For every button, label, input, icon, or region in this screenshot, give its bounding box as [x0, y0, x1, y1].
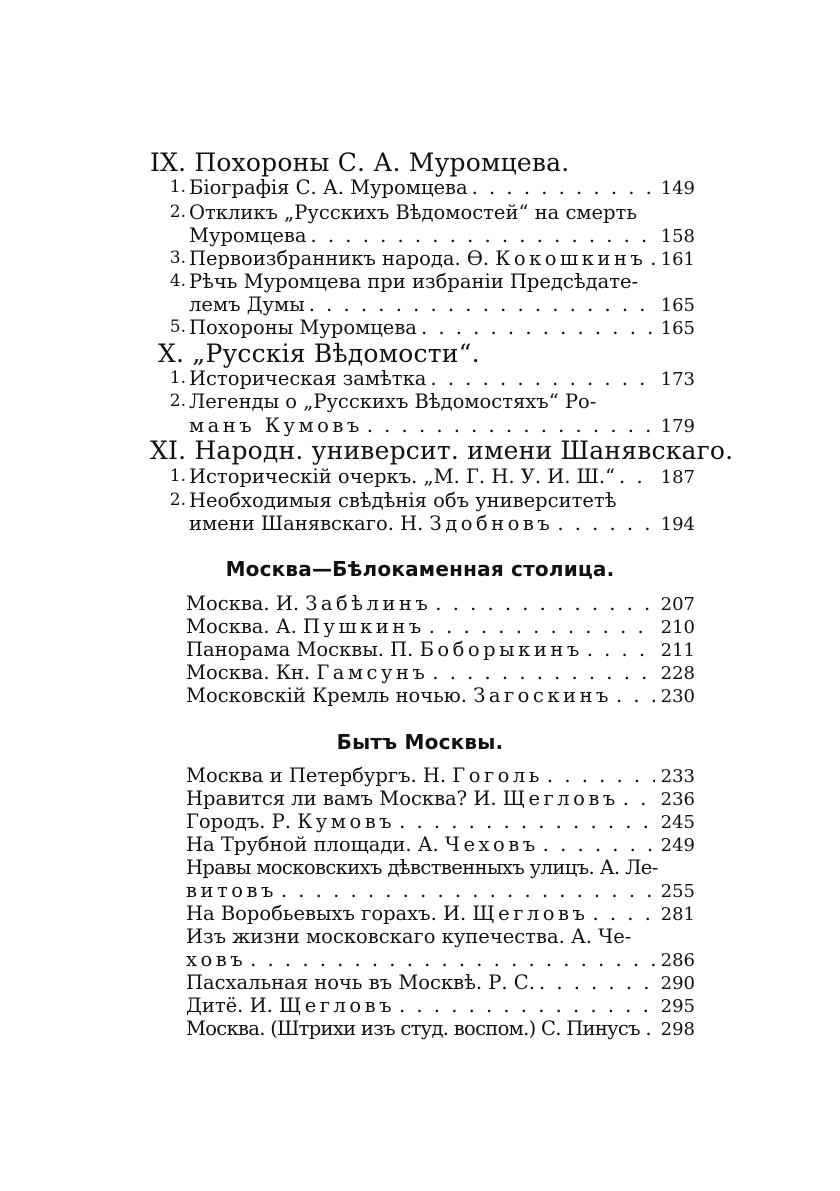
entry-title: Первоизбранникъ народа. Ѳ.	[189, 247, 490, 270]
leader-dots	[399, 810, 655, 833]
entry-title: Похороны Муромцева	[189, 316, 417, 339]
entry-title-line2: Муромцева	[189, 224, 307, 247]
leader-dots	[539, 971, 655, 994]
leader-dots	[543, 833, 655, 856]
section-x-title: X. „Русскія Вѣдомости“.	[158, 339, 480, 368]
entry-author: Пушкинъ	[303, 615, 425, 638]
entry-title-line2: манъ Кумовъ	[189, 414, 363, 437]
entry-title: Москва. (Штрихи изъ студ. воспом.) С. Пинусъ .	[186, 1017, 651, 1040]
entry-page: 290	[660, 973, 695, 994]
entry-page: 210	[660, 617, 695, 638]
entry-number: 3.	[169, 248, 186, 268]
entry-title: Москва. А.	[186, 615, 297, 638]
entry-author: Гамсунъ	[316, 661, 429, 684]
toc-entry-continuation	[186, 948, 695, 971]
entry-page: 245	[660, 812, 695, 833]
entry-page: 211	[660, 640, 695, 661]
entry-page: 233	[660, 766, 695, 787]
entry-title: Біографія С. А. Муромцева	[189, 176, 468, 199]
leader-dots	[250, 948, 655, 971]
leader-dots	[432, 661, 654, 684]
section-heading-byt: Бытъ Москвы.	[336, 730, 504, 754]
entry-title-line1: Рѣчь Муромцева при избраніи Предсѣдате-	[189, 270, 639, 293]
entry-title-line1: Необходимыя свѣдѣнія объ университетѣ	[189, 489, 617, 512]
leader-dots	[592, 902, 654, 925]
toc-entry	[160, 201, 695, 224]
leader-dots	[619, 465, 655, 488]
entry-page: 161	[660, 249, 695, 270]
entry-title: На Воробьевыхъ горахъ. И.	[186, 902, 467, 925]
entry-number: 2.	[169, 490, 186, 510]
toc-entry	[160, 316, 695, 339]
entry-author: Кумовъ	[297, 810, 396, 833]
entry-title-line1: Откликъ „Русскихъ Вѣдомостей“ на смерть	[189, 201, 637, 224]
toc-entry	[186, 661, 695, 684]
toc-entry	[160, 367, 695, 390]
toc-entry	[160, 489, 695, 512]
leader-dots	[472, 176, 655, 199]
toc-entry	[186, 833, 695, 856]
leader-dots	[557, 512, 654, 535]
leader-dots	[547, 764, 655, 787]
leader-dots	[399, 994, 655, 1017]
entry-page: 207	[660, 594, 695, 615]
entry-page: 281	[660, 904, 695, 925]
toc-entry-continuation	[160, 224, 695, 247]
entry-number: 2.	[169, 202, 186, 222]
toc-entry	[186, 925, 695, 948]
entry-title: Историческая замѣтка	[189, 367, 427, 390]
entry-number: 2.	[169, 391, 186, 411]
entry-page: 228	[660, 663, 695, 684]
toc-entry	[186, 810, 695, 833]
entry-title-line2: ховъ	[186, 948, 247, 971]
leader-dots	[429, 615, 655, 638]
toc-entry	[186, 787, 695, 810]
entry-number: 1.	[169, 466, 186, 486]
section-xi-title: XI. Народн. университ. имени Шанявскаго.	[150, 436, 734, 465]
entry-author: Щегловъ	[278, 994, 396, 1017]
entry-author: Боборыкинъ	[419, 638, 583, 661]
toc-entry	[186, 856, 695, 879]
entry-title: Москва и Петербургъ. Н.	[186, 764, 447, 787]
entry-author: Кокошкинъ	[495, 247, 647, 270]
toc-entry	[160, 270, 695, 293]
entry-title: Московскій Кремль ночью.	[186, 684, 467, 707]
entry-title: Нравится ли вамъ Москва? И.	[186, 787, 497, 810]
toc-entry	[160, 390, 695, 413]
entry-number: 1.	[169, 368, 186, 388]
entry-title: Историческій очеркъ. „М. Г. Н. У. И. Ш.“	[189, 465, 616, 488]
toc-entry	[160, 465, 695, 488]
leader-dots	[587, 638, 655, 661]
entry-author: Щегловъ	[472, 902, 589, 925]
entry-title-line1: Изъ жизни московскаго купечества. А. Че-	[186, 925, 632, 948]
entry-number: 5.	[169, 317, 186, 337]
toc-entry-continuation	[186, 879, 695, 902]
entry-page: 236	[660, 789, 695, 810]
entry-page: 149	[660, 178, 695, 199]
toc-entry	[186, 615, 695, 638]
entry-page: 230	[660, 686, 695, 707]
entry-page: 173	[660, 369, 695, 390]
entry-page: 165	[660, 295, 695, 316]
entry-page: 255	[660, 881, 695, 902]
entry-title: Пасхальная ночь въ Москвѣ. Р. С.	[186, 971, 535, 994]
entry-page: 165	[660, 318, 695, 339]
entry-author: Чеховъ	[444, 833, 539, 856]
entry-title: Городъ. Р.	[186, 810, 292, 833]
leader-dots	[309, 293, 655, 316]
leader-dots	[421, 316, 655, 339]
entry-author: Забѣлинъ	[305, 592, 432, 615]
leader-dots	[435, 592, 654, 615]
entry-title: Москва. И.	[186, 592, 300, 615]
entry-page: 179	[660, 416, 695, 437]
entry-number: 4.	[169, 271, 186, 291]
entry-title-line2: имени Шанявскаго. Н.	[189, 512, 424, 535]
leader-dots	[281, 879, 655, 902]
toc-entry-continuation	[160, 293, 695, 316]
toc-entry	[160, 176, 695, 199]
leader-dots	[616, 684, 655, 707]
entry-page: 158	[660, 226, 695, 247]
entry-page: 286	[660, 950, 695, 971]
toc-entry	[186, 684, 695, 707]
entry-title-line2: витовъ	[186, 879, 277, 902]
entry-title-line1: Легенды о „Русскихъ Вѣдомостяхъ“ Ро-	[189, 390, 597, 413]
entry-page: 194	[660, 514, 695, 535]
entry-author: Гоголь	[452, 764, 543, 787]
entry-page: 249	[660, 835, 695, 856]
leader-dots	[430, 367, 654, 390]
leader-dots	[650, 247, 654, 270]
toc-entry	[186, 592, 695, 615]
entry-author: Здобновъ	[429, 512, 554, 535]
entry-page: 187	[660, 467, 695, 488]
entry-number: 1.	[169, 177, 186, 197]
toc-entry	[160, 247, 695, 270]
entry-title-line1: Нравы московскихъ дѣвственныхъ улицъ. А. Ле-	[186, 856, 658, 879]
leader-dots	[367, 414, 655, 437]
entry-title-line2: лемъ Думы	[189, 293, 305, 316]
section-ix-title: IX. Похороны С. А. Муромцева.	[150, 148, 570, 177]
toc-entry-continuation	[160, 414, 695, 437]
leader-dots	[623, 787, 655, 810]
entry-author: Щегловъ	[502, 787, 619, 810]
entry-title: Москва. Кн.	[186, 661, 311, 684]
toc-entry	[186, 994, 695, 1017]
entry-page: 298	[660, 1019, 695, 1040]
toc-entry	[186, 1017, 695, 1040]
entry-title: Дитё. И.	[186, 994, 273, 1017]
toc-entry	[186, 764, 695, 787]
section-heading-moscow: Москва—Бѣлокаменная столица.	[225, 557, 615, 581]
entry-page: 295	[660, 996, 695, 1017]
toc-entry	[186, 902, 695, 925]
entry-title: Панорама Москвы. П.	[186, 638, 414, 661]
toc-entry-continuation	[160, 512, 695, 535]
leader-dots	[311, 224, 655, 247]
entry-author: Загоскинъ	[473, 684, 612, 707]
entry-title: На Трубной площади. А.	[186, 833, 439, 856]
toc-entry	[186, 971, 695, 994]
toc-entry	[186, 638, 695, 661]
